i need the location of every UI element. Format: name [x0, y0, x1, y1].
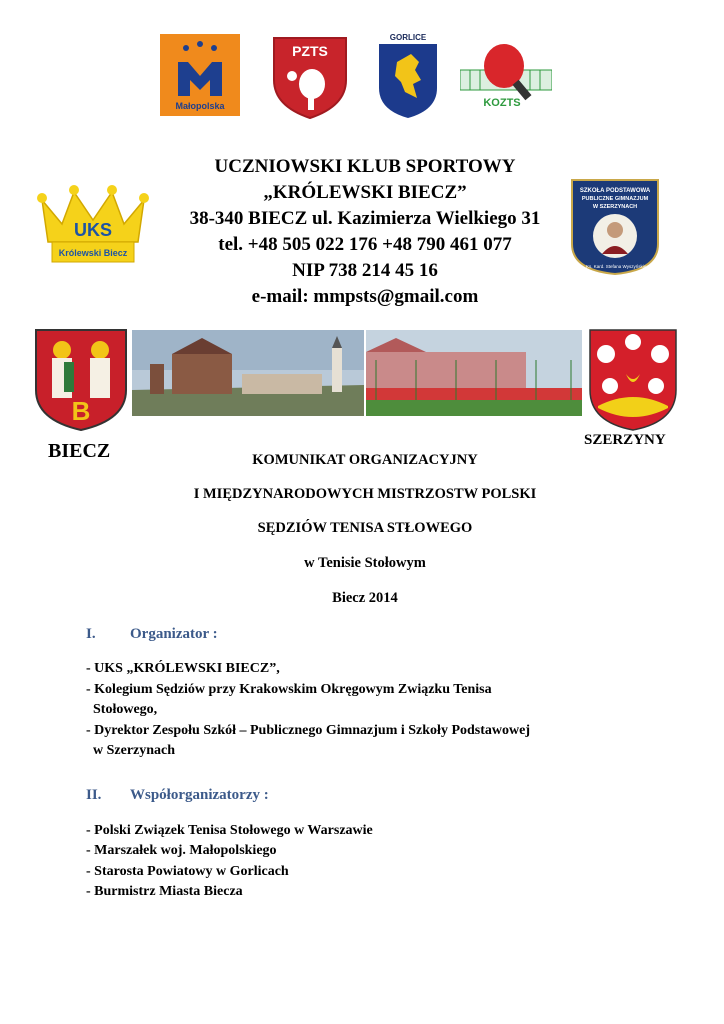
- section1-item: - UKS „KRÓLEWSKI BIECZ”,: [86, 661, 280, 676]
- club-name: UCZNIOWSKI KLUB SPORTOWY: [214, 156, 516, 177]
- school-text-1: SZKOŁA PODSTAWOWA: [579, 188, 651, 194]
- communique-line2: I MIĘDZYNARODOWYCH MISTRZOSTW POLSKI: [193, 486, 537, 502]
- school-badge: [568, 174, 662, 276]
- club-nip: NIP 738 214 45 16: [292, 260, 438, 281]
- section2-number: II.: [86, 787, 102, 803]
- communique-title: KOMUNIKAT ORGANIZACYJNY: [252, 452, 478, 468]
- uks-crown-logo: [34, 182, 152, 272]
- kozts-logo: [460, 42, 552, 110]
- club-address: 38-340 BIECZ ul. Kazimierza Wielkiego 31: [189, 208, 541, 229]
- sports-field-photo: [366, 330, 582, 416]
- communique-line5: Biecz 2014: [332, 590, 398, 606]
- malopolska-logo: [160, 34, 240, 116]
- club-name-quoted: „KRÓLEWSKI BIECZ”: [263, 182, 467, 203]
- gorlice-text: GORLICE: [389, 33, 427, 42]
- club-phone: tel. +48 505 022 176 +48 790 461 077: [218, 234, 512, 255]
- section2-item: - Burmistrz Miasta Biecza: [86, 884, 243, 899]
- section2-item: - Starosta Powiatowy w Gorlicach: [86, 864, 289, 879]
- section2-item: - Polski Związek Tenisa Stołowego w Warszawie: [86, 823, 373, 838]
- school-text-2: PUBLICZNE GIMNAZJUM: [581, 196, 649, 202]
- uks-subtext: Królewski Biecz: [58, 248, 128, 258]
- svg-text:B: B: [71, 396, 91, 426]
- section1-title: Organizator :: [130, 626, 218, 642]
- biecz-label: BIECZ: [48, 440, 111, 462]
- communique-line4: w Tenisie Stołowym: [304, 555, 426, 571]
- uks-text: UKS: [73, 220, 113, 240]
- town-photo: [132, 330, 364, 416]
- kozts-text: KOZTS: [483, 97, 521, 109]
- communique-line3: SĘDZIÓW TENISA STŁOWEGO: [257, 520, 473, 536]
- section1-item: w Szerzynach: [86, 743, 176, 758]
- section1-number: I.: [86, 626, 96, 642]
- section2-item: - Marszałek woj. Małopolskiego: [86, 843, 277, 858]
- biecz-crest: [34, 328, 128, 432]
- gorlice-crest: [375, 32, 441, 120]
- szerzyny-crest: [588, 328, 678, 432]
- pzts-logo: [272, 36, 348, 120]
- pzts-text: PZTS: [292, 43, 328, 59]
- section2-title: Współorganizatorzy :: [130, 787, 269, 803]
- school-text-3: W SZERZYNACH: [592, 204, 638, 210]
- malopolska-text: Małopolska: [175, 101, 225, 111]
- section1-item: - Kolegium Sędziów przy Krakowskim Okręgowym Związku Tenisa: [86, 682, 492, 697]
- school-arc-text: im. Ks. Kard. Stefana Wyszyńskiego: [578, 264, 652, 269]
- section1-item: - Dyrektor Zespołu Szkół – Publicznego Gimnazjum i Szkoły Podstawowej: [86, 723, 530, 738]
- szerzyny-label: SZERZYNY: [584, 432, 666, 448]
- section1-item: Stołowego,: [86, 702, 158, 717]
- club-email: e-mail: mmpsts@gmail.com: [251, 286, 479, 307]
